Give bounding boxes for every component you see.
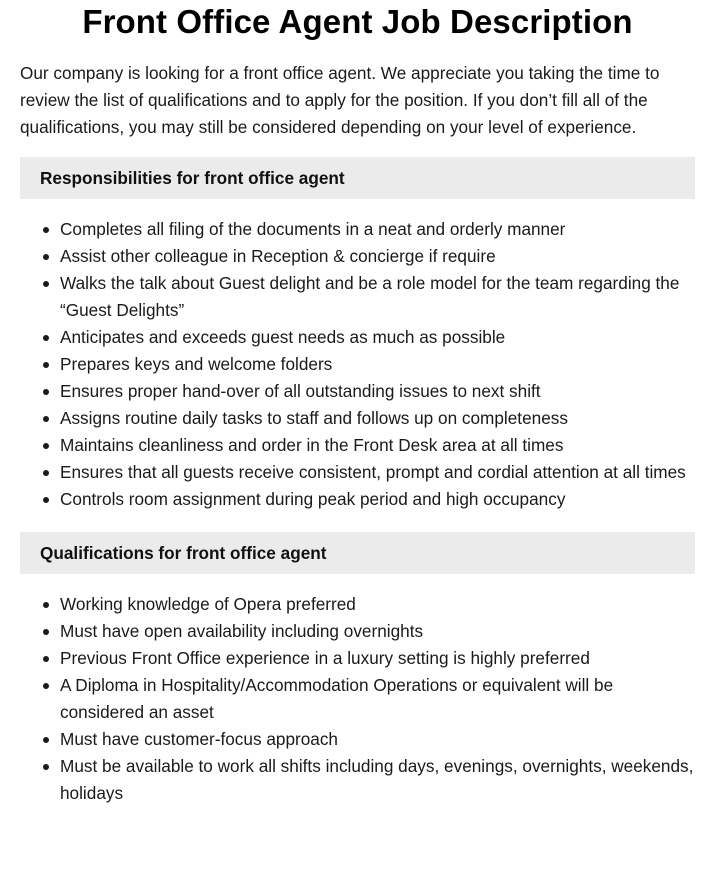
list-item: Ensures proper hand-over of all outstanding issues to next shift xyxy=(60,378,695,405)
qualifications-list xyxy=(20,591,695,807)
list-item: Prepares keys and welcome folders xyxy=(60,351,695,378)
list-item: Maintains cleanliness and order in the Front Desk area at all times xyxy=(60,432,695,459)
list-item: Walks the talk about Guest delight and be a role model for the team regarding the “Guest Delights” xyxy=(60,270,695,324)
list-item: Must be available to work all shifts including days, evenings, overnights, weekends, holidays xyxy=(60,753,695,807)
list-item: Assist other colleague in Reception & concierge if require xyxy=(60,243,695,270)
list-item: Must have open availability including overnights xyxy=(60,618,695,645)
list-item: Working knowledge of Opera preferred xyxy=(60,591,695,618)
responsibilities-heading: Responsibilities for front office agent xyxy=(20,157,695,199)
list-item: Previous Front Office experience in a luxury setting is highly preferred xyxy=(60,645,695,672)
list-item: Assigns routine daily tasks to staff and follows up on completeness xyxy=(60,405,695,432)
list-item: Ensures that all guests receive consistent, prompt and cordial attention at all times xyxy=(60,459,695,486)
list-item: Anticipates and exceeds guest needs as much as possible xyxy=(60,324,695,351)
qualifications-heading: Qualifications for front office agent xyxy=(20,532,695,574)
list-item: Must have customer-focus approach xyxy=(60,726,695,753)
list-item: A Diploma in Hospitality/Accommodation Operations or equivalent will be considered an asset xyxy=(60,672,695,726)
list-item: Completes all filing of the documents in a neat and orderly manner xyxy=(60,216,695,243)
page-title: Front Office Agent Job Description xyxy=(82,3,633,40)
list-item: Controls room assignment during peak period and high occupancy xyxy=(60,486,695,513)
intro-paragraph: Our company is looking for a front office agent. We appreciate you taking the time to review the list of qualifications and to apply for the position. If you don’t fill all of the qualifications, you may still be considered depending on your level of experience. xyxy=(20,63,660,137)
responsibilities-list xyxy=(20,216,695,513)
